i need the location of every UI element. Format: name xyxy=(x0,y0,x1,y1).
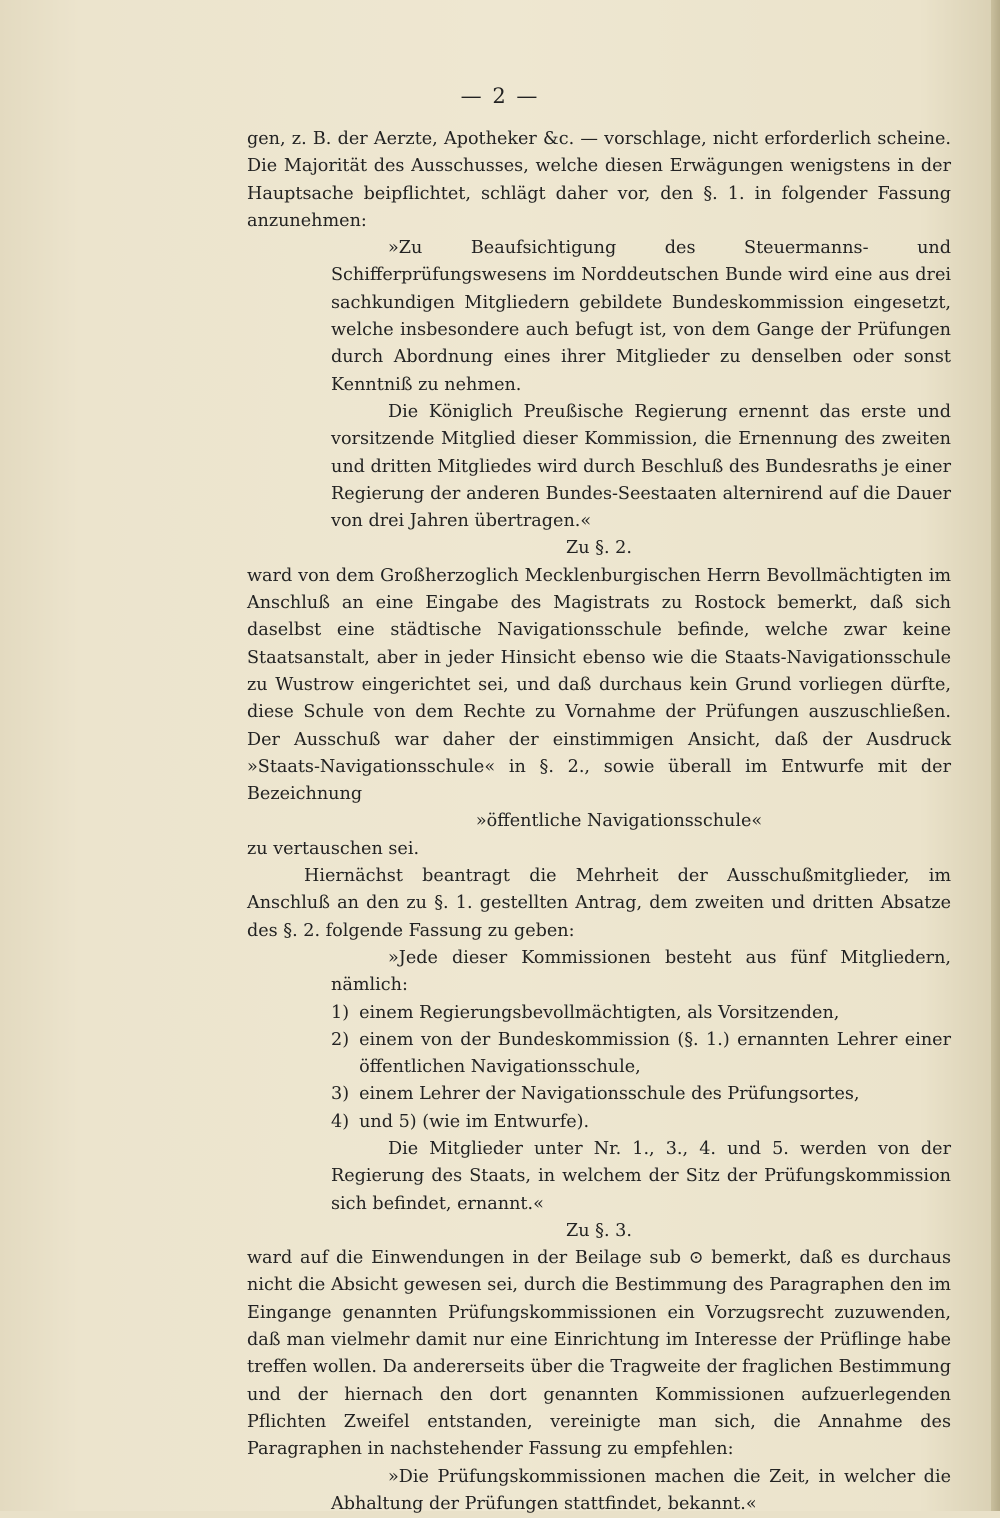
page-edge xyxy=(991,0,1000,1511)
list-item xyxy=(247,1027,951,1082)
paragraph-4: ward von dem Großherzoglich Mecklenburgischen Herrn Bevollmächtigten im Anschluß an eine Eingabe des Magistrats zu Rostock bemerkt, daß sich daselbst eine städtische Navigationsschule befinde, welche zwar keine Staatsanstalt, aber in jeder Hinsicht ebenso wie die Staats-Navigationsschule zu Wustrow eingerichtet sei, und daß durchaus kein Grund vorliegen dürfte, diese Schule von dem Rechte zu Vornahme der Prüfungen auszuschließen. Der Ausschuß war daher der einstimmigen Ansicht, daß der Ausdruck »Staats-Navigationsschule« in §. 2., sowie überall im Entwurfe mit der Bezeichnung xyxy=(247,565,951,805)
list-item xyxy=(247,1000,951,1027)
list-text: einem von der Bundeskommission (§. 1.) ernannten Lehrer einer öffentlichen Navigationsschule, xyxy=(359,1029,951,1078)
list-number: 2) xyxy=(331,1029,350,1050)
section-heading-2: Zu §. 2. xyxy=(566,538,632,559)
list-item xyxy=(247,1081,951,1108)
quote-paragraph-3: »Jede dieser Kommissionen besteht aus fünf Mitgliedern, nämlich: xyxy=(331,947,951,996)
quote-paragraph-2: Die Königlich Preußische Regierung ernennt das erste und vorsitzende Mitglied dieser Kommission, die Ernennung des zweiten und dritten Mitgliedes wird durch Beschluß des Bundesraths je einer Regierung der anderen Bundes-Seestaaten alternirend auf die Dauer von drei Jahren übertragen.« xyxy=(331,401,951,532)
list-number: 4) xyxy=(331,1111,350,1132)
section-heading-3: Zu §. 3. xyxy=(566,1220,632,1241)
body-text xyxy=(247,126,951,1518)
quote-paragraph-5: »Die Prüfungskommissionen machen die Zeit, in welcher die Abhaltung der Prüfungen stattfindet, bekannt.« xyxy=(331,1466,951,1514)
list-number: 1) xyxy=(331,1002,350,1023)
page-number: — 2 — xyxy=(460,84,540,108)
paragraph-10: ward auf die Einwendungen in der Beilage sub ⊙ bemerkt, daß es durchaus nicht die Absicht gewesen sei, durch die Bestimmung des Paragraphen den im Eingange genannten Prüfungskommissionen ein Vorzugsrecht zuzuwenden, daß man vielmehr damit nur eine Einrichtung im Interesse der Prüflinge habe treffen wollen. Da andererseits über die Tragweite der fraglichen Bestimmung und der hiernach den dort genannten Kommissionen aufzuerlegenden Pflichten Zweifel entstanden, vereinigte man sich, die Annahme des Paragraphen in nachstehender Fassung zu empfehlen: xyxy=(247,1248,951,1460)
paragraph-6: zu vertauschen sei. xyxy=(247,838,420,859)
quote-paragraph-4: Die Mitglieder unter Nr. 1., 3., 4. und 5. werden von der Regierung des Staats, in welchem der Sitz der Prüfungskommission sich befindet, ernannt.« xyxy=(331,1138,951,1214)
quoted-term: »öffentliche Navigationsschule« xyxy=(475,811,763,832)
list-text: einem Lehrer der Navigationsschule des Prüfungsortes, xyxy=(359,1084,860,1105)
quote-paragraph-1: »Zu Beaufsichtigung des Steuermanns- und Schifferprüfungswesens im Norddeutschen Bunde wird eine aus drei sachkundigen Mitgliedern gebildete Bundeskommission eingesetzt, welche insbesondere auch befugt ist, von dem Gange der Prüfungen durch Abordnung eines ihrer Mitglieder zu denselben oder sonst Kenntniß zu nehmen. xyxy=(331,238,951,395)
list-item xyxy=(247,1109,951,1136)
paragraph-1: gen, z. B. der Aerzte, Apotheker &c. — vorschlage, nicht erforderlich scheine. Die Majorität des Ausschusses, welche diesen Erwägungen wenigstens in der Hauptsache beipflichtet, schlägt daher vor, den §. 1. in folgender Fassung anzunehmen: xyxy=(247,129,951,231)
list-text: und 5) (wie im Entwurfe). xyxy=(359,1111,590,1132)
list-text: einem Regierungsbevollmächtigten, als Vorsitzenden, xyxy=(359,1002,840,1023)
paragraph-7: Hiernächst beantragt die Mehrheit der Ausschußmitglieder, im Anschluß an den zu §. 1. gestellten Antrag, dem zweiten und dritten Absatze des §. 2. folgende Fassung zu geben: xyxy=(247,866,951,941)
list-number: 3) xyxy=(331,1084,350,1105)
